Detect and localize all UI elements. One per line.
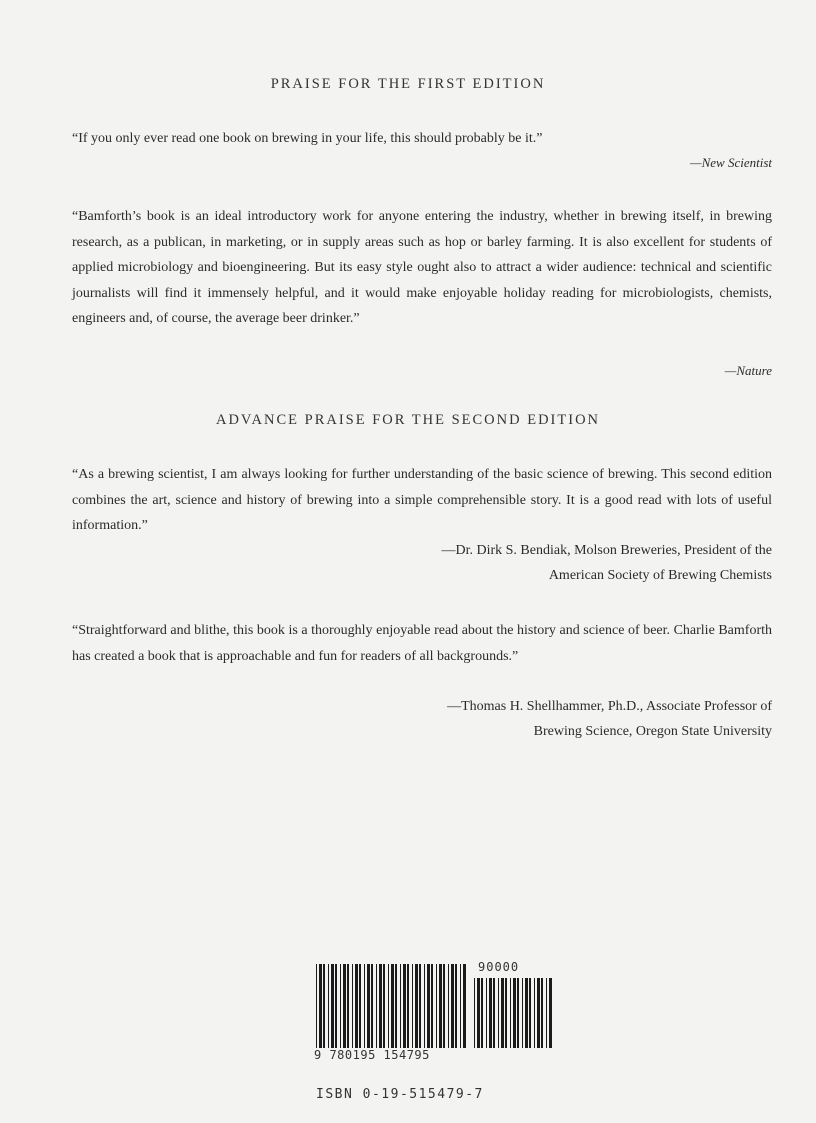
barcode-bar bbox=[424, 964, 425, 1048]
barcode-bar bbox=[359, 964, 361, 1048]
barcode-bar bbox=[549, 978, 552, 1048]
barcode-bar bbox=[400, 964, 401, 1048]
barcode-bar bbox=[407, 964, 409, 1048]
barcode-bar bbox=[415, 964, 418, 1048]
barcode-bar bbox=[403, 964, 406, 1048]
barcode-bar bbox=[340, 964, 341, 1048]
barcode-bar bbox=[529, 978, 531, 1048]
barcode-bar bbox=[486, 978, 487, 1048]
barcode-bar bbox=[343, 964, 346, 1048]
barcode-bar bbox=[517, 978, 519, 1048]
barcode-bar bbox=[541, 978, 543, 1048]
barcode-bar bbox=[498, 978, 499, 1048]
first-edition-heading: PRAISE FOR THE FIRST EDITION bbox=[270, 76, 546, 92]
second-edition-heading: ADVANCE PRAISE FOR THE SECOND EDITION bbox=[215, 412, 601, 428]
barcode-bar bbox=[525, 978, 528, 1048]
barcode-bars bbox=[314, 964, 554, 1048]
barcode-bar bbox=[501, 978, 504, 1048]
barcode-bar bbox=[335, 964, 337, 1048]
barcode-bar bbox=[534, 978, 535, 1048]
barcode-bar bbox=[505, 978, 507, 1048]
barcode-bar bbox=[316, 964, 317, 1048]
quote-nature: “Bamforth’s book is an ideal introductory work for anyone entering the industry, whether in brewing itself, in brewing research, as a publican, in marketing, or in supply areas such as hop or barley farming. It is also excellent for students of applied microbiology and bioengineering. But its easy style ought also to attract a wider audience: technical and scientific journalists will find it immensely helpful, and it would make enjoyable holiday reading for microbiologists, chemists, engineers and, of course, the average beer drinker.” bbox=[72, 209, 772, 326]
attribution-shellhammer-line2: Brewing Science, Oregon State University bbox=[533, 724, 772, 739]
attribution-bendiak-line2: American Society of Brewing Chemists bbox=[548, 568, 772, 583]
barcode-bar bbox=[439, 964, 442, 1048]
barcode-bar bbox=[477, 978, 480, 1048]
barcode-bar bbox=[379, 964, 382, 1048]
isbn-barcode bbox=[314, 960, 554, 1064]
barcode-bar bbox=[474, 978, 475, 1048]
barcode-bar bbox=[371, 964, 373, 1048]
barcode-bar bbox=[355, 964, 358, 1048]
barcode-bar bbox=[546, 978, 547, 1048]
isbn-number: ISBN 0-19-515479-7 bbox=[316, 1087, 484, 1102]
barcode-bar bbox=[448, 964, 449, 1048]
barcode-bar bbox=[510, 978, 511, 1048]
barcode-bar bbox=[376, 964, 377, 1048]
barcode-bar bbox=[431, 964, 433, 1048]
quote-new-scientist: “If you only ever read one book on brewing in your life, this should probably be it.” bbox=[72, 131, 543, 146]
barcode-addon-digits: 90000 bbox=[478, 960, 520, 974]
barcode-bar bbox=[331, 964, 334, 1048]
barcode-bar bbox=[319, 964, 322, 1048]
barcode-bar bbox=[460, 964, 461, 1048]
barcode-bar bbox=[455, 964, 457, 1048]
barcode-bar bbox=[481, 978, 483, 1048]
barcode-bar bbox=[451, 964, 454, 1048]
barcode-bar bbox=[367, 964, 370, 1048]
barcode-bar bbox=[537, 978, 540, 1048]
barcode-bar bbox=[395, 964, 397, 1048]
barcode-bar bbox=[427, 964, 430, 1048]
quote-shellhammer: “Straightforward and blithe, this book is a thoroughly enjoyable read about the history and science of beer. Charlie Bamforth has created a book that is approachable and fun for readers of all backgrounds.” bbox=[72, 623, 772, 664]
barcode-bar bbox=[323, 964, 325, 1048]
barcode-bar bbox=[493, 978, 495, 1048]
barcode-bar bbox=[522, 978, 523, 1048]
barcode-bar bbox=[391, 964, 394, 1048]
barcode-bar bbox=[436, 964, 437, 1048]
barcode-bar bbox=[328, 964, 329, 1048]
attribution-nature: —Nature bbox=[724, 363, 772, 378]
barcode-main-digits: 9 780195 154795 bbox=[314, 1048, 430, 1062]
barcode-bar bbox=[419, 964, 421, 1048]
barcode-bar bbox=[513, 978, 516, 1048]
barcode-bar bbox=[347, 964, 349, 1048]
barcode-bar bbox=[463, 964, 466, 1048]
barcode-bar bbox=[388, 964, 389, 1048]
barcode-bar bbox=[352, 964, 353, 1048]
barcode-bar bbox=[383, 964, 385, 1048]
attribution-bendiak-line1: —Dr. Dirk S. Bendiak, Molson Breweries, President of the bbox=[441, 543, 772, 558]
barcode-bar bbox=[364, 964, 365, 1048]
barcode-bar bbox=[489, 978, 492, 1048]
attribution-shellhammer-line1: —Thomas H. Shellhammer, Ph.D., Associate Professor of bbox=[447, 699, 772, 714]
quote-bendiak: “As a brewing scientist, I am always looking for further understanding of the basic science of brewing. This second edition combines the art, science and history of brewing into a simple comprehensible story. It is a good read with lots of useful information.” bbox=[72, 467, 772, 533]
attribution-new-scientist: —New Scientist bbox=[690, 155, 772, 170]
barcode-bar bbox=[412, 964, 413, 1048]
barcode-bar bbox=[443, 964, 445, 1048]
